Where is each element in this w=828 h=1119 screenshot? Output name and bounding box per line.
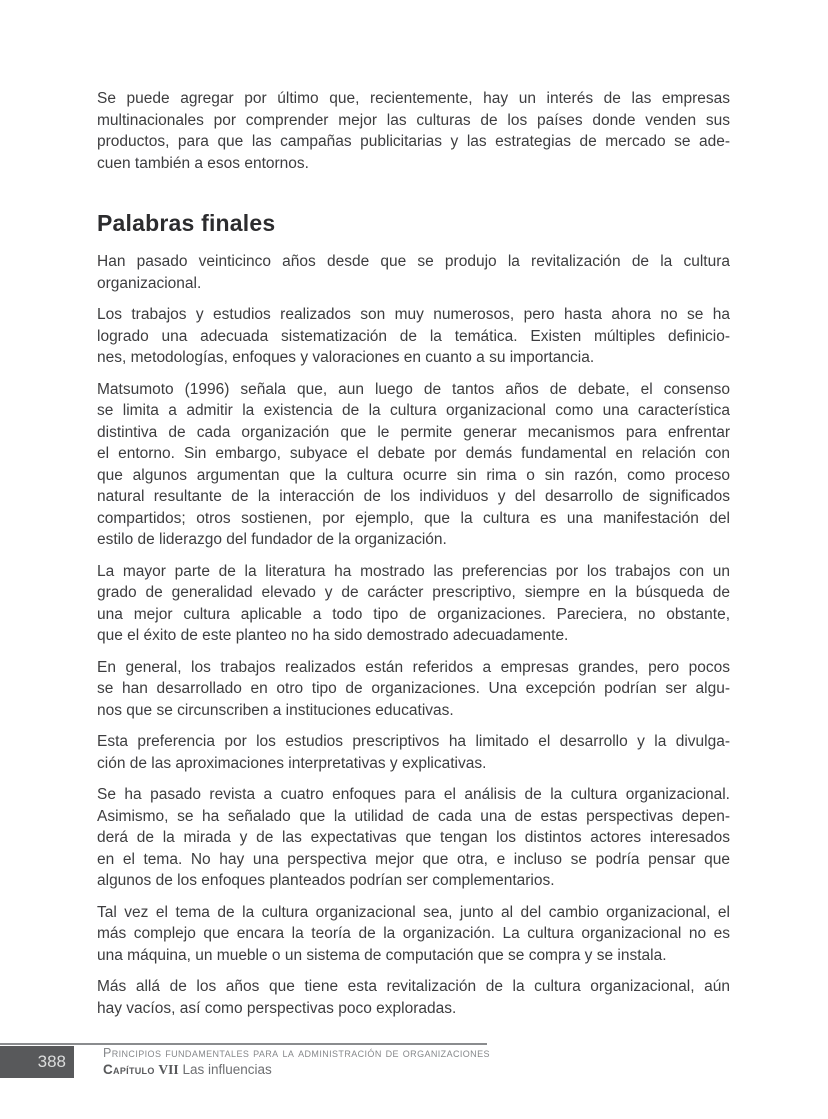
paragraph — [97, 379, 730, 551]
paragraph-line: Han pasado veinticinco años desde que se produjo la revitalización de la cultura — [97, 253, 730, 270]
paragraph — [97, 976, 730, 1019]
footer-chapter-line — [103, 1061, 490, 1078]
paragraph-line: grado de generalidad elevado y de carácter prescriptivo, siempre en la búsqueda de — [97, 584, 730, 601]
paragraph-line: estilo de liderazgo del fundador de la organización. — [97, 531, 447, 548]
paragraph — [97, 251, 730, 294]
paragraph-line: Esta preferencia por los estudios prescriptivos ha limitado el desarrollo y la divulga- — [97, 733, 730, 750]
paragraph — [97, 902, 730, 967]
paragraph-line: que el éxito de este planteo no ha sido demostrado adecuadamente. — [97, 627, 569, 644]
paragraph-line: distintiva de cada organización que le permite generar mecanismos para enfrentar — [97, 423, 730, 441]
paragraph-line: se limita a admitir la existencia de la cultura organizacional como una característica — [97, 402, 730, 419]
paragraph-line: cuen también a esos entornos. — [97, 154, 309, 172]
footer-book-title: Principios fundamentales para la administración de organizaciones — [103, 1046, 490, 1060]
page-body-text — [97, 88, 730, 1029]
paragraph-line: organizacional. — [97, 274, 202, 292]
paragraph-line: ción de las aproximaciones interpretativas y explicativas. — [97, 754, 487, 772]
paragraph — [97, 784, 730, 892]
paragraph-line: una mejor cultura aplicable a todo tipo de organizaciones. Pareciera, no obstante, — [97, 605, 730, 623]
paragraph-line: En general, los trabajos realizados están referidos a empresas grandes, pero pocos — [97, 658, 730, 676]
paragraph — [97, 657, 730, 722]
footer-divider-rule — [0, 1043, 487, 1045]
footer-chapter-label: Capítulo — [103, 1062, 155, 1077]
paragraph — [97, 88, 730, 174]
paragraph-line: compartidos; otros sostienen, por ejemplo, que la cultura es una manifestación del — [97, 509, 730, 527]
section-heading: Palabras finales — [97, 210, 276, 236]
paragraph-line: hay vacíos, así como perspectivas poco exploradas. — [97, 999, 457, 1017]
footer — [103, 1046, 490, 1078]
paragraph-line: que algunos argumentan que la cultura ocurre sin rima o sin razón, como proceso — [97, 466, 730, 484]
paragraph-line: el entorno. Sin embargo, subyace el debate por demás fundamental en relación con — [97, 445, 730, 462]
paragraph-line: se han desarrollado en otro tipo de organizaciones. Una excepción podrían ser algu- — [97, 680, 730, 697]
paragraph — [97, 304, 730, 369]
paragraph-line: logrado una adecuada sistematización de la temática. Existen múltiples definicio- — [97, 327, 730, 345]
paragraph-line: Los trabajos y estudios realizados son muy numerosos, pero hasta ahora no se ha — [97, 306, 730, 323]
paragraph-line: productos, para que las campañas publicitarias y las estrategias de mercado se ade- — [97, 133, 730, 150]
paragraph-line: Matsumoto (1996) señala que, aun luego de tantos años de debate, el consenso — [97, 380, 730, 398]
paragraph-line: natural resultante de la interacción de los individuos y del desarrollo de significados — [97, 488, 730, 505]
footer-chapter-number: VII — [158, 1062, 179, 1077]
paragraph-line: Asimismo, se ha señalado que la utilidad de cada una de estas perspectivas depen- — [97, 807, 730, 825]
paragraph — [97, 731, 730, 774]
footer-chapter-title: Las influencias — [182, 1062, 272, 1077]
paragraph-line: más complejo que encara la teoría de la organización. La cultura organizacional no es — [97, 925, 730, 942]
paragraph-line: derá de la mirada y de las expectativas que tengan los distintos actores interesados — [97, 829, 730, 846]
paragraph-line: nes, metodologías, enfoques y valoraciones en cuanto a su importancia. — [97, 349, 595, 366]
paragraph-line: en el tema. No hay una perspectiva mejor que otra, e incluso se podría pensar que — [97, 850, 730, 868]
paragraph-line: nos que se circunscriben a instituciones educativas. — [97, 701, 454, 719]
paragraph — [97, 561, 730, 647]
paragraph-line: Tal vez el tema de la cultura organizacional sea, junto al del cambio organizacional, el — [97, 903, 730, 921]
paragraph-line: Se ha pasado revista a cuatro enfoques para el análisis de la cultura organizacional. — [97, 786, 730, 803]
paragraph-line: Se puede agregar por último que, recientemente, hay un interés de las empresas — [97, 90, 730, 107]
page-number-badge: 388 — [0, 1046, 74, 1078]
paragraph-line: Más allá de los años que tiene esta revitalización de la cultura organizacional, aún — [97, 978, 730, 995]
paragraph-line: La mayor parte de la literatura ha mostrado las preferencias por los trabajos con un — [97, 562, 730, 580]
paragraph-line: multinacionales por comprender mejor las culturas de los países donde venden sus — [97, 111, 730, 129]
paragraph-line: algunos de los enfoques planteados podrían ser complementarios. — [97, 872, 555, 889]
paragraph-line: una máquina, un mueble o un sistema de computación que se compra y se instala. — [97, 946, 667, 964]
